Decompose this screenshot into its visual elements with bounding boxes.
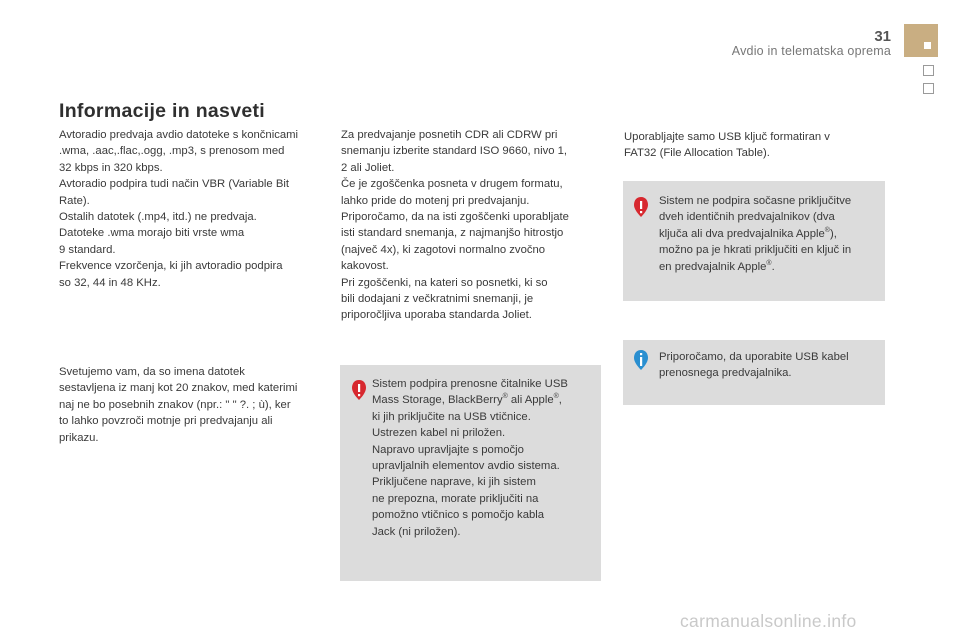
warning-icon <box>350 380 368 400</box>
info-icon <box>632 350 650 370</box>
watermark: carmanualsonline.info <box>680 611 857 631</box>
page-heading: Informacije in nasveti <box>59 100 265 122</box>
page-number: 31 <box>874 28 891 45</box>
identical-players-warning-text: Sistem ne podpira sočasne priključitve dveh identičnih predvajalnikov (dva ključa ali dva predvajalnika Apple®), možno pa je hkrati priključiti en ključ in en predvajalnik Apple®. <box>659 195 852 273</box>
usb-cable-info-box <box>623 340 885 405</box>
side-box-1 <box>923 65 934 76</box>
section-title: Avdio in telematska oprema <box>731 44 891 58</box>
warning-icon <box>632 197 650 217</box>
identical-players-warning-box <box>623 181 885 301</box>
usb-devices-warning-text: Sistem podpira prenosne čitalnike USB Mass Storage, BlackBerry® ali Apple®, ki jih priključite na USB vtičnice. Ustrezen kabel ni priložen. Napravo upravljajte s pomočjo upravljalnih elementov avdio sistema. Priključene naprave, ki jih sistem ne prepozna, morate priključiti na pomožno vtičnico s pomočjo kabla Jack (ni priložen). <box>372 378 568 538</box>
tab-square-icon <box>924 42 931 49</box>
usb-devices-warning-box <box>340 365 601 581</box>
audio-formats-paragraph: Avtoradio predvaja avdio datoteke s končnicami .wma, .aac,.flac,.ogg, .mp3, s prenosom med 32 kbps in 320 kbps. Avtoradio podpira tudi način VBR (Variable Bit Rate). Ostalih datotek (.mp4, itd.) ne predvaja. Datoteke .wma morajo biti vrste wma 9 standard. Frekvence vzorčenja, ki jih avtoradio podpira so 32, 44 in 48 KHz. <box>59 129 299 289</box>
usb-cable-info-text: Priporočamo, da uporabite USB kabel prenosnega predvajalnika. <box>659 351 849 380</box>
section-tab <box>904 24 938 57</box>
side-box-2 <box>923 83 934 94</box>
usb-format-paragraph: Uporabljajte samo USB ključ formatiran v FAT32 (File Allocation Table). <box>624 131 830 160</box>
file-names-paragraph: Svetujemo vam, da so imena datotek sestavljena iz manj kot 20 znakov, med katerimi naj ne bo posebnih znakov (npr.: " " ?. ; ù), ker to lahko povzroči motnje pri predvajanju ali prikazu. <box>59 366 298 444</box>
cd-recording-paragraph: Za predvajanje posnetih CDR ali CDRW pri snemanju izberite standard ISO 9660, nivo 1, 2 ali Joliet. Če je zgoščenka posneta v drugem formatu, lahko pride do motenj pri predvajanju. Priporočamo, da na isti zgoščenki uporabljate isti standard snemanja, z najmanjšo hitrostjo (največ 4x), ki zagotovi normalno zvočno kakovost. Pri zgoščenki, na kateri so posnetki, ki so bili dodajani z večkratnimi snemanji, je priporočljiva uporaba standarda Joliet. <box>341 129 569 322</box>
